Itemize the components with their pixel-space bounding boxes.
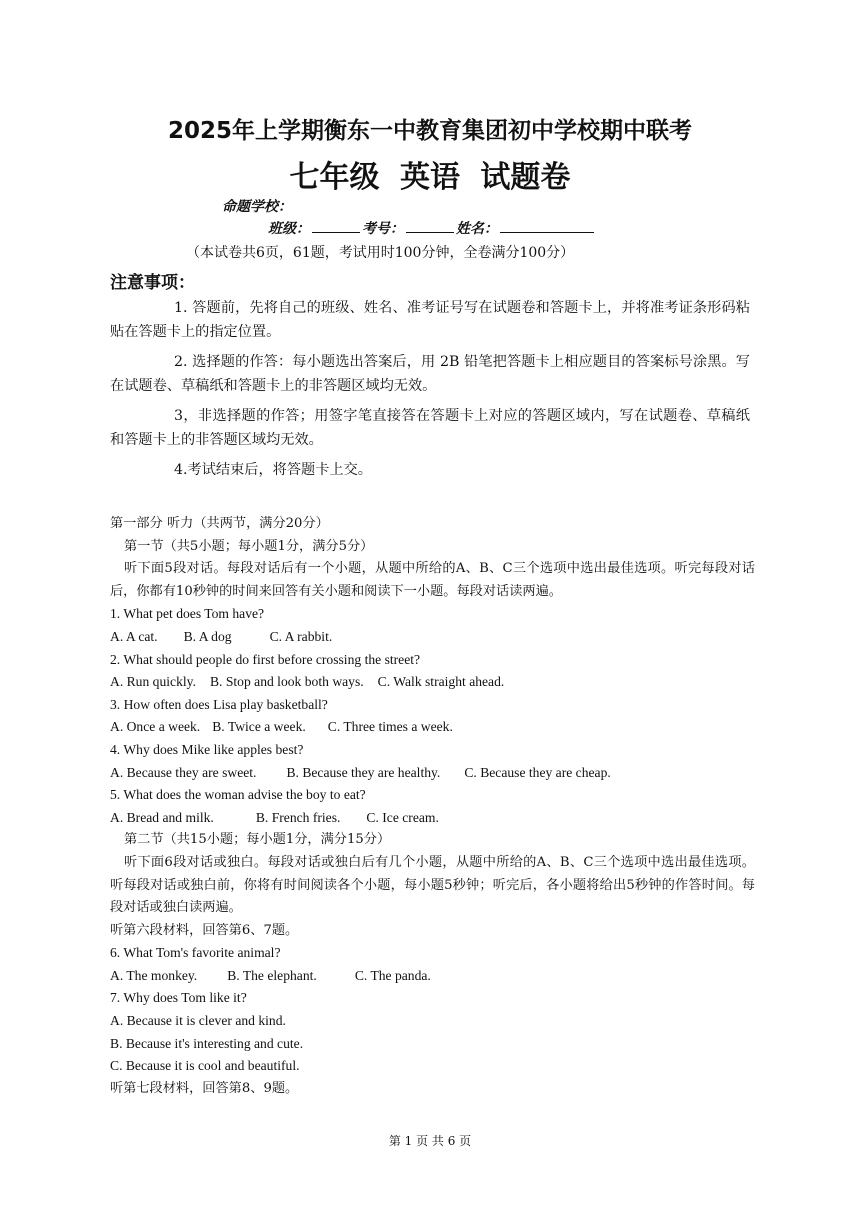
option[interactable]: C. Because it is cool and beautiful. — [110, 1058, 300, 1074]
question-6-options — [110, 965, 755, 988]
option[interactable]: C. A rabbit. — [269, 628, 333, 644]
exam-no-blank[interactable] — [406, 218, 454, 233]
notice-item: 1. 答题前，先将自己的班级、姓名、准考证号写在试题卷和答题卡上，并将准考证条形码粘贴在答题卡上的指定位置。 — [110, 300, 750, 340]
option[interactable]: A. Run quickly. — [110, 674, 196, 690]
option[interactable]: B. A dog — [183, 628, 232, 644]
question-2-options — [110, 671, 755, 694]
material-note: 听第七段材料，回答第8、9题。 — [110, 1080, 299, 1096]
section-title: 第一节（共5小题；每小题1分，满分5分） — [124, 538, 374, 554]
option[interactable]: B. French fries. — [255, 809, 341, 825]
exam-no-label: 考号： — [362, 221, 404, 237]
section-instructions: 听下面5段对话。每段对话后有一个小题，从题中所给的A、B、C三个选项中选出最佳选项。听完每段对话后，你都有10秒钟的时间来回答有关小题和阅读下一小题。每段对话读两遍。 — [110, 561, 755, 599]
exam-note: （本试卷共6页，61题，考试用时100分钟，全卷满分100分） — [186, 245, 575, 261]
option[interactable]: B. Twice a week. — [212, 719, 306, 735]
question-5: 5. What does the woman advise the boy to eat? — [110, 787, 366, 803]
option[interactable]: A. Once a week. — [110, 719, 201, 735]
option[interactable]: B. Because it's interesting and cute. — [110, 1035, 304, 1051]
material-note: 听第六段材料，回答第6、7题。 — [110, 922, 299, 938]
question-1: 1. What pet does Tom have? — [110, 606, 265, 622]
option[interactable]: A. Because it is clever and kind. — [110, 1013, 286, 1029]
question-4: 4. Why does Mike like apples best? — [110, 741, 304, 757]
name-label: 姓名： — [456, 221, 498, 237]
question-3: 3. How often does Lisa play basketball? — [110, 696, 328, 712]
notice-item: 4.考试结束后，将答题卡上交。 — [174, 462, 372, 478]
option[interactable]: C. Three times a week. — [327, 719, 453, 735]
question-5-options — [110, 807, 755, 830]
option[interactable]: B. Because they are healthy. — [286, 764, 441, 780]
exam-subtitle: 七年级 英语 试题卷 — [289, 160, 571, 195]
question-7: 7. Why does Tom like it? — [110, 990, 247, 1006]
exam-title: 2025年上学期衡东一中教育集团初中学校期中联考 — [167, 118, 692, 144]
option[interactable]: A. The monkey. — [110, 967, 198, 983]
class-blank[interactable] — [312, 218, 360, 233]
question-6: 6. What Tom's favorite animal? — [110, 945, 281, 961]
question-3-options — [110, 716, 755, 739]
option[interactable]: C. Because they are cheap. — [464, 764, 611, 780]
section-instructions: 听下面6段对话或独白。每段对话或独白后有几个小题，从题中所给的A、B、C三个选项中选出最佳选项。听每段对话或独白前，你将有时间阅读各个小题，每小题5秒钟；听完后，各小题将给出5秒钟的作答时间。每段对话或独白读两遍。 — [110, 854, 755, 916]
class-label: 班级： — [268, 221, 310, 237]
option[interactable]: C. The panda. — [354, 967, 431, 983]
notice-heading: 注意事项： — [110, 273, 195, 293]
notice-item: 2. 选择题的作答：每小题选出答案后，用 2B 铅笔把答题卡上相应题目的答案标号涂黑。写在试题卷、草稿纸和答题卡上的非答题区域均无效。 — [110, 354, 750, 394]
question-1-options — [110, 626, 755, 649]
option[interactable]: A. Because they are sweet. — [110, 764, 257, 780]
name-blank[interactable] — [500, 218, 594, 233]
notice-list — [110, 296, 750, 482]
school-label: 命题学校： — [222, 199, 292, 215]
option[interactable]: B. The elephant. — [227, 967, 317, 983]
notice-item: 3，非选择题的作答；用签字笔直接答在答题卡上对应的答题区域内，写在试题卷、草稿纸和答题卡上的非答题区域均无效。 — [110, 408, 750, 448]
option[interactable]: C. Ice cream. — [366, 809, 439, 825]
option[interactable]: C. Walk straight ahead. — [377, 674, 505, 690]
page-footer: 第 1 页 共 6 页 — [388, 1134, 472, 1148]
student-info-line — [268, 218, 596, 238]
option[interactable]: A. A cat. — [110, 628, 158, 644]
section-title: 第二节（共15小题；每小题1分，满分15分） — [124, 832, 391, 848]
option[interactable]: B. Stop and look both ways. — [209, 674, 364, 690]
option[interactable]: A. Bread and milk. — [110, 809, 214, 825]
question-2: 2. What should people do first before crossing the street? — [110, 651, 421, 667]
listening-section — [110, 513, 755, 1100]
question-4-options — [110, 762, 755, 785]
part-title: 第一部分 听力（共两节，满分20分） — [110, 516, 329, 531]
